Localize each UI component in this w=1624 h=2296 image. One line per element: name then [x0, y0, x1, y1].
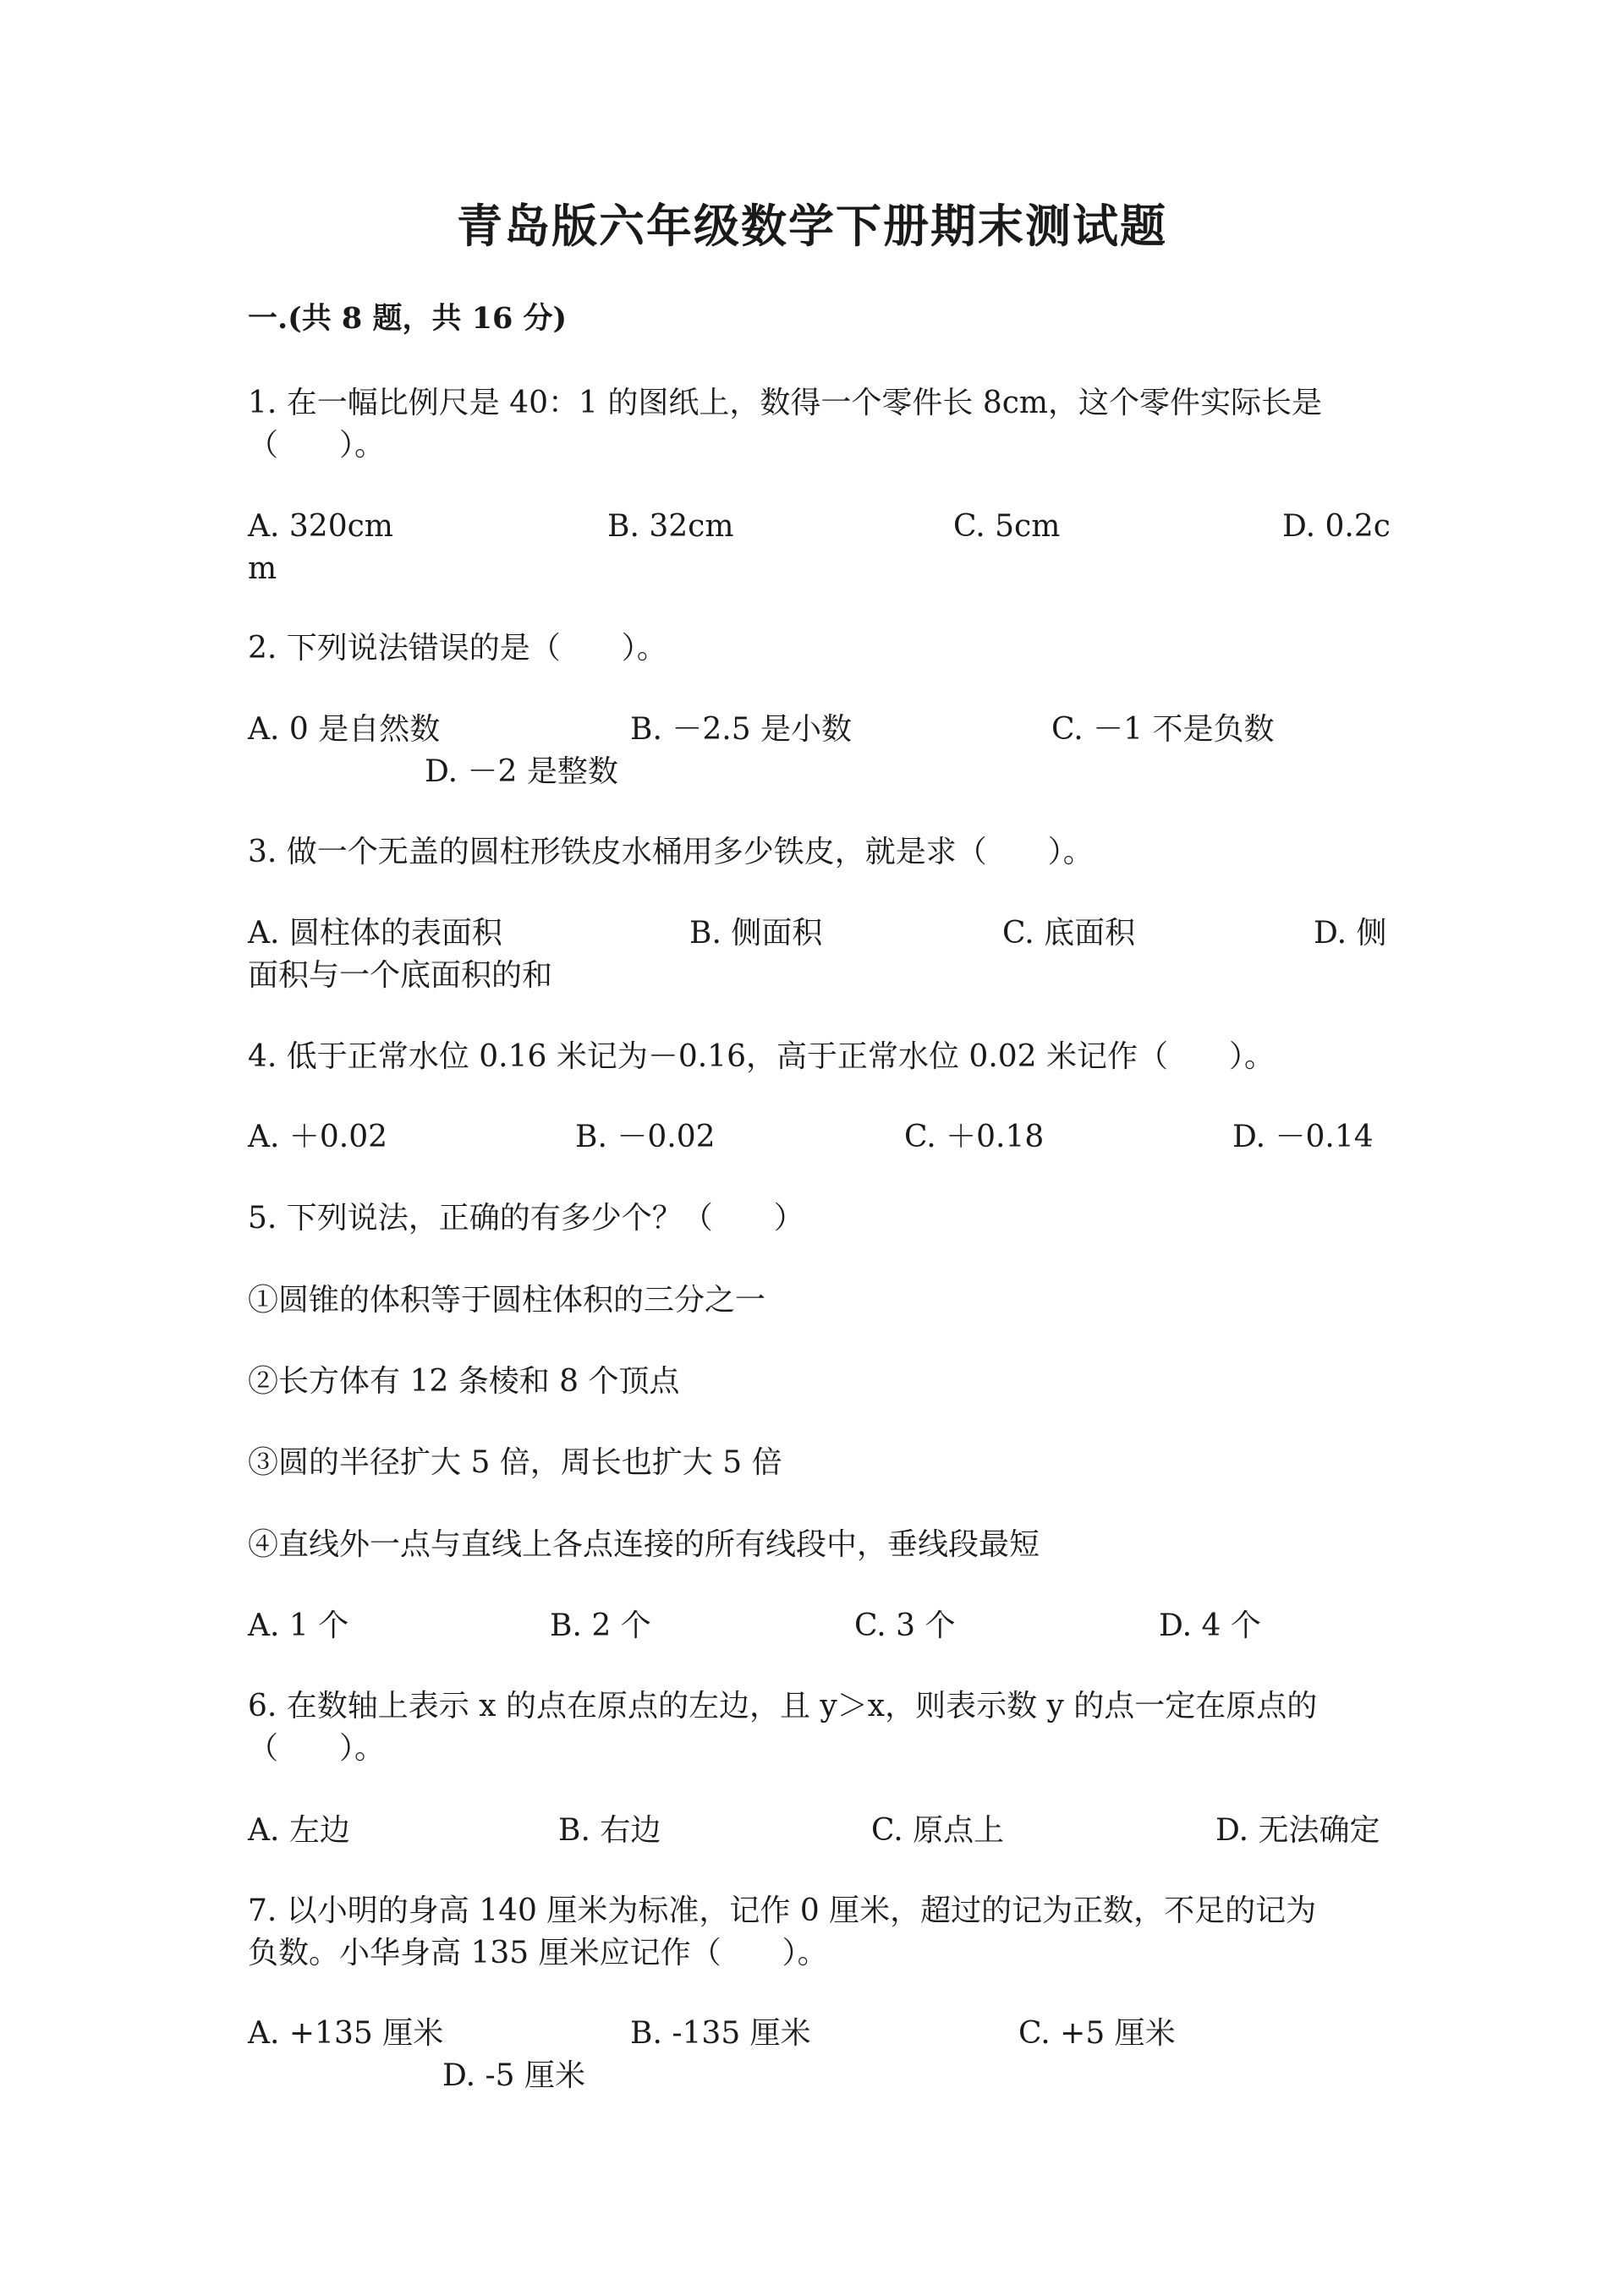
question-7-stem-line-1: 7. 以小明的身高 140 厘米为标准，记作 0 厘米，超过的记为正数，不足的记为	[248, 1893, 1317, 1928]
question-4-stem: 4. 低于正常水位 0.16 米记为－0.16，高于正常水位 0.02 米记作（ ）。	[248, 1039, 1276, 1074]
page-title: 青岛版六年级数学下册期末测试题	[457, 199, 1167, 253]
question-7-stem-line-2: 负数。小华身高 135 厘米应记作（ ）。	[248, 1936, 828, 1970]
question-4-option-a: A. ＋0.02	[248, 1120, 388, 1154]
question-7-option-c: C. +5 厘米	[1018, 2016, 1176, 2051]
question-1-stem-line-1: 1. 在一幅比例尺是 40：1 的图纸上，数得一个零件长 8cm，这个零件实际长是	[248, 386, 1323, 420]
question-3-option-c: C. 底面积	[1002, 916, 1136, 951]
question-2-option-a: A. 0 是自然数	[248, 712, 441, 747]
question-1-option-c: C. 5cm	[953, 509, 1061, 544]
question-5-statement-1: ①圆锥的体积等于圆柱体积的三分之一	[248, 1283, 766, 1318]
question-5-option-a: A. 1 个	[248, 1608, 349, 1643]
question-5-option-d: D. 4 个	[1159, 1608, 1261, 1643]
question-2-option-c: C. －1 不是负数	[1051, 712, 1275, 747]
question-2-option-d: D. －2 是整数	[425, 754, 618, 789]
question-6-stem-line-1: 6. 在数轴上表示 x 的点在原点的左边，且 y＞x，则表示数 y 的点一定在原点的	[248, 1689, 1318, 1723]
question-5-option-b: B. 2 个	[550, 1608, 651, 1643]
question-4-option-b: B. －0.02	[575, 1120, 716, 1154]
question-5-statement-3: ③圆的半径扩大 5 倍，周长也扩大 5 倍	[248, 1445, 782, 1480]
question-6-option-b: B. 右边	[558, 1813, 661, 1848]
question-1-stem-line-2: （ ）。	[248, 428, 386, 463]
question-6-option-c: C. 原点上	[871, 1813, 1005, 1848]
question-7-option-d: D. -5 厘米	[442, 2058, 585, 2093]
question-5-stem: 5. 下列说法，正确的有多少个？（ ）	[248, 1201, 804, 1236]
question-2-option-b: B. －2.5 是小数	[630, 712, 853, 747]
question-5-option-c: C. 3 个	[854, 1608, 956, 1643]
question-4-option-c: C. ＋0.18	[904, 1120, 1045, 1154]
question-1-option-a: A. 320cm	[248, 509, 393, 544]
question-1-option-d: D. 0.2c	[1282, 509, 1391, 544]
question-1-option-b: B. 32cm	[607, 509, 734, 544]
section-heading: 一.(共 8 题，共 16 分)	[248, 301, 568, 336]
question-5-statement-4: ④直线外一点与直线上各点连接的所有线段中，垂线段最短	[248, 1527, 1040, 1562]
question-5-statement-2: ②长方体有 12 条棱和 8 个顶点	[248, 1364, 680, 1399]
question-2-stem: 2. 下列说法错误的是（ ）。	[248, 631, 667, 666]
question-3-option-b: B. 侧面积	[689, 916, 823, 951]
question-3-option-d-wrap: 面积与一个底面积的和	[248, 958, 553, 993]
question-7-option-a: A. +135 厘米	[248, 2016, 444, 2051]
question-6-option-d: D. 无法确定	[1215, 1813, 1380, 1848]
question-3-stem: 3. 做一个无盖的圆柱形铁皮水桶用多少铁皮，就是求（ ）。	[248, 835, 1094, 869]
question-1-option-d-wrap: m	[248, 551, 277, 586]
question-3-option-d: D. 侧	[1314, 916, 1387, 951]
question-6-option-a: A. 左边	[248, 1813, 350, 1848]
question-4-option-d: D. －0.14	[1232, 1120, 1374, 1154]
question-6-stem-line-2: （ ）。	[248, 1731, 386, 1766]
question-7-option-b: B. -135 厘米	[630, 2016, 811, 2051]
question-3-option-a: A. 圆柱体的表面积	[248, 916, 502, 951]
